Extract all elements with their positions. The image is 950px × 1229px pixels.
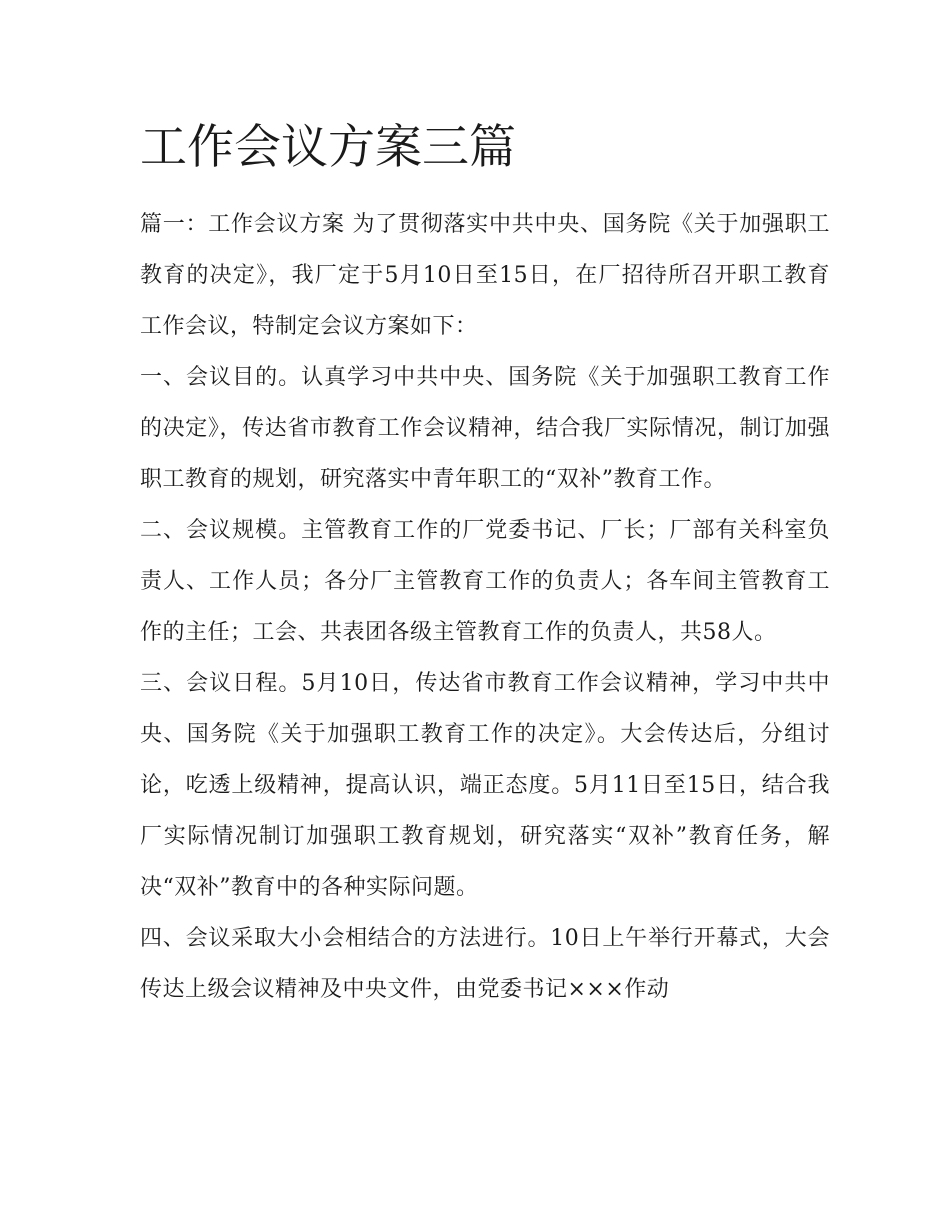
paragraph-intro: 篇一：工作会议方案 为了贯彻落实中共中央、国务院《关于加强职工教育的决定》，我厂定于5月10日至15日，在厂招待所召开职工教育工作会议，特制定会议方案如下： [140, 212, 830, 339]
paragraph-section-2: 二、会议规模。主管教育工作的厂党委书记、厂长；厂部有关科室负责人、工作人员；各分厂主管教育工作的负责人；各车间主管教育工作的主任；工会、共表团各级主管教育工作的负责人，共58人。 [140, 518, 830, 645]
paragraph-section-4: 四、会议采取大小会相结合的方法进行。10日上午举行开幕式，大会传达上级会议精神及中央文件，由党委书记×××作动 [140, 926, 830, 1002]
paragraph-section-1: 一、会议目的。认真学习中共中央、国务院《关于加强职工教育工作的决定》，传达省市教育工作会议精神，结合我厂实际情况，制订加强职工教育的规划，研究落实中青年职工的“双补”教育工作。 [140, 365, 830, 492]
paragraph-section-3: 三、会议日程。5月10日，传达省市教育工作会议精神，学习中共中央、国务院《关于加强职工教育工作的决定》。大会传达后，分组讨论，吃透上级精神，提高认识，端正态度。5月11日至15日，结合我厂实际情况制订加强职工教育规划，研究落实“双补”教育任务，解决“双补”教育中的各种实际问题。 [140, 671, 830, 900]
document-title: 工作会议方案三篇 [140, 120, 516, 175]
document-body [140, 199, 830, 1015]
